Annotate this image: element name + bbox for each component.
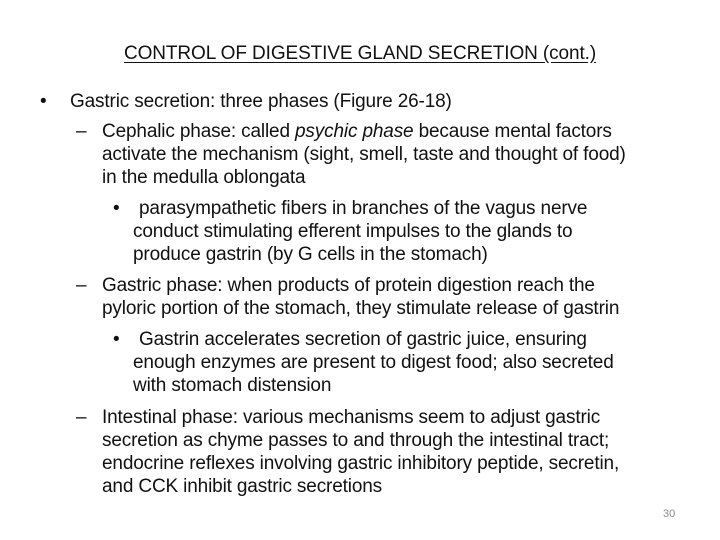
bullet-level2-cephalic: –	[76, 121, 87, 142]
slide-number: 30	[663, 508, 676, 520]
cephalic-line-1: Cephalic phase: called psychic phase because mental factors	[102, 121, 612, 142]
cephalic-sub-line-2: conduct stimulating efferent impulses to the glands to	[133, 221, 573, 242]
intestinal-line-3: endocrine reflexes involving gastric inhibitory peptide, secretin,	[102, 453, 620, 474]
cephalic-line-3: in the medulla oblongata	[102, 167, 306, 188]
bullet-level2-intestinal: –	[76, 407, 87, 428]
gastric-line-1: Gastric phase: when products of protein digestion reach the	[102, 275, 595, 296]
cephalic-sub-line-3: produce gastrin (by G cells in the stomach)	[133, 244, 488, 265]
gastric-sub-line-1: Gastrin accelerates secretion of gastric juice, ensuring	[139, 329, 587, 350]
intestinal-line-4: and CCK inhibit gastric secretions	[102, 476, 383, 497]
intestinal-line-1: Intestinal phase: various mechanisms seem to adjust gastric	[102, 407, 601, 428]
bullet-level3-cephalic: •	[113, 198, 120, 219]
bullet-level2-gastric: –	[76, 275, 87, 296]
cephalic-sub-line-1: parasympathetic fibers in branches of the vagus nerve	[139, 198, 588, 219]
cephalic-line-2: activate the mechanism (sight, smell, taste and thought of food)	[102, 144, 626, 165]
bullet-level3-gastric: •	[113, 329, 120, 350]
gastric-line-2: pyloric portion of the stomach, they stimulate release of gastrin	[102, 298, 620, 319]
bullet-level1: •	[40, 91, 47, 112]
gastric-sub-line-2: enough enzymes are present to digest food; also secreted	[133, 352, 614, 373]
intestinal-line-2: secretion as chyme passes to and through the intestinal tract;	[102, 430, 610, 451]
cephalic-emphasis: psychic phase	[295, 121, 414, 142]
gastric-secretion-heading: Gastric secretion: three phases (Figure 26-18)	[70, 91, 452, 112]
slide-title: CONTROL OF DIGESTIVE GLAND SECRETION (cont.)	[124, 43, 597, 64]
gastric-sub-line-3: with stomach distension	[133, 375, 332, 396]
